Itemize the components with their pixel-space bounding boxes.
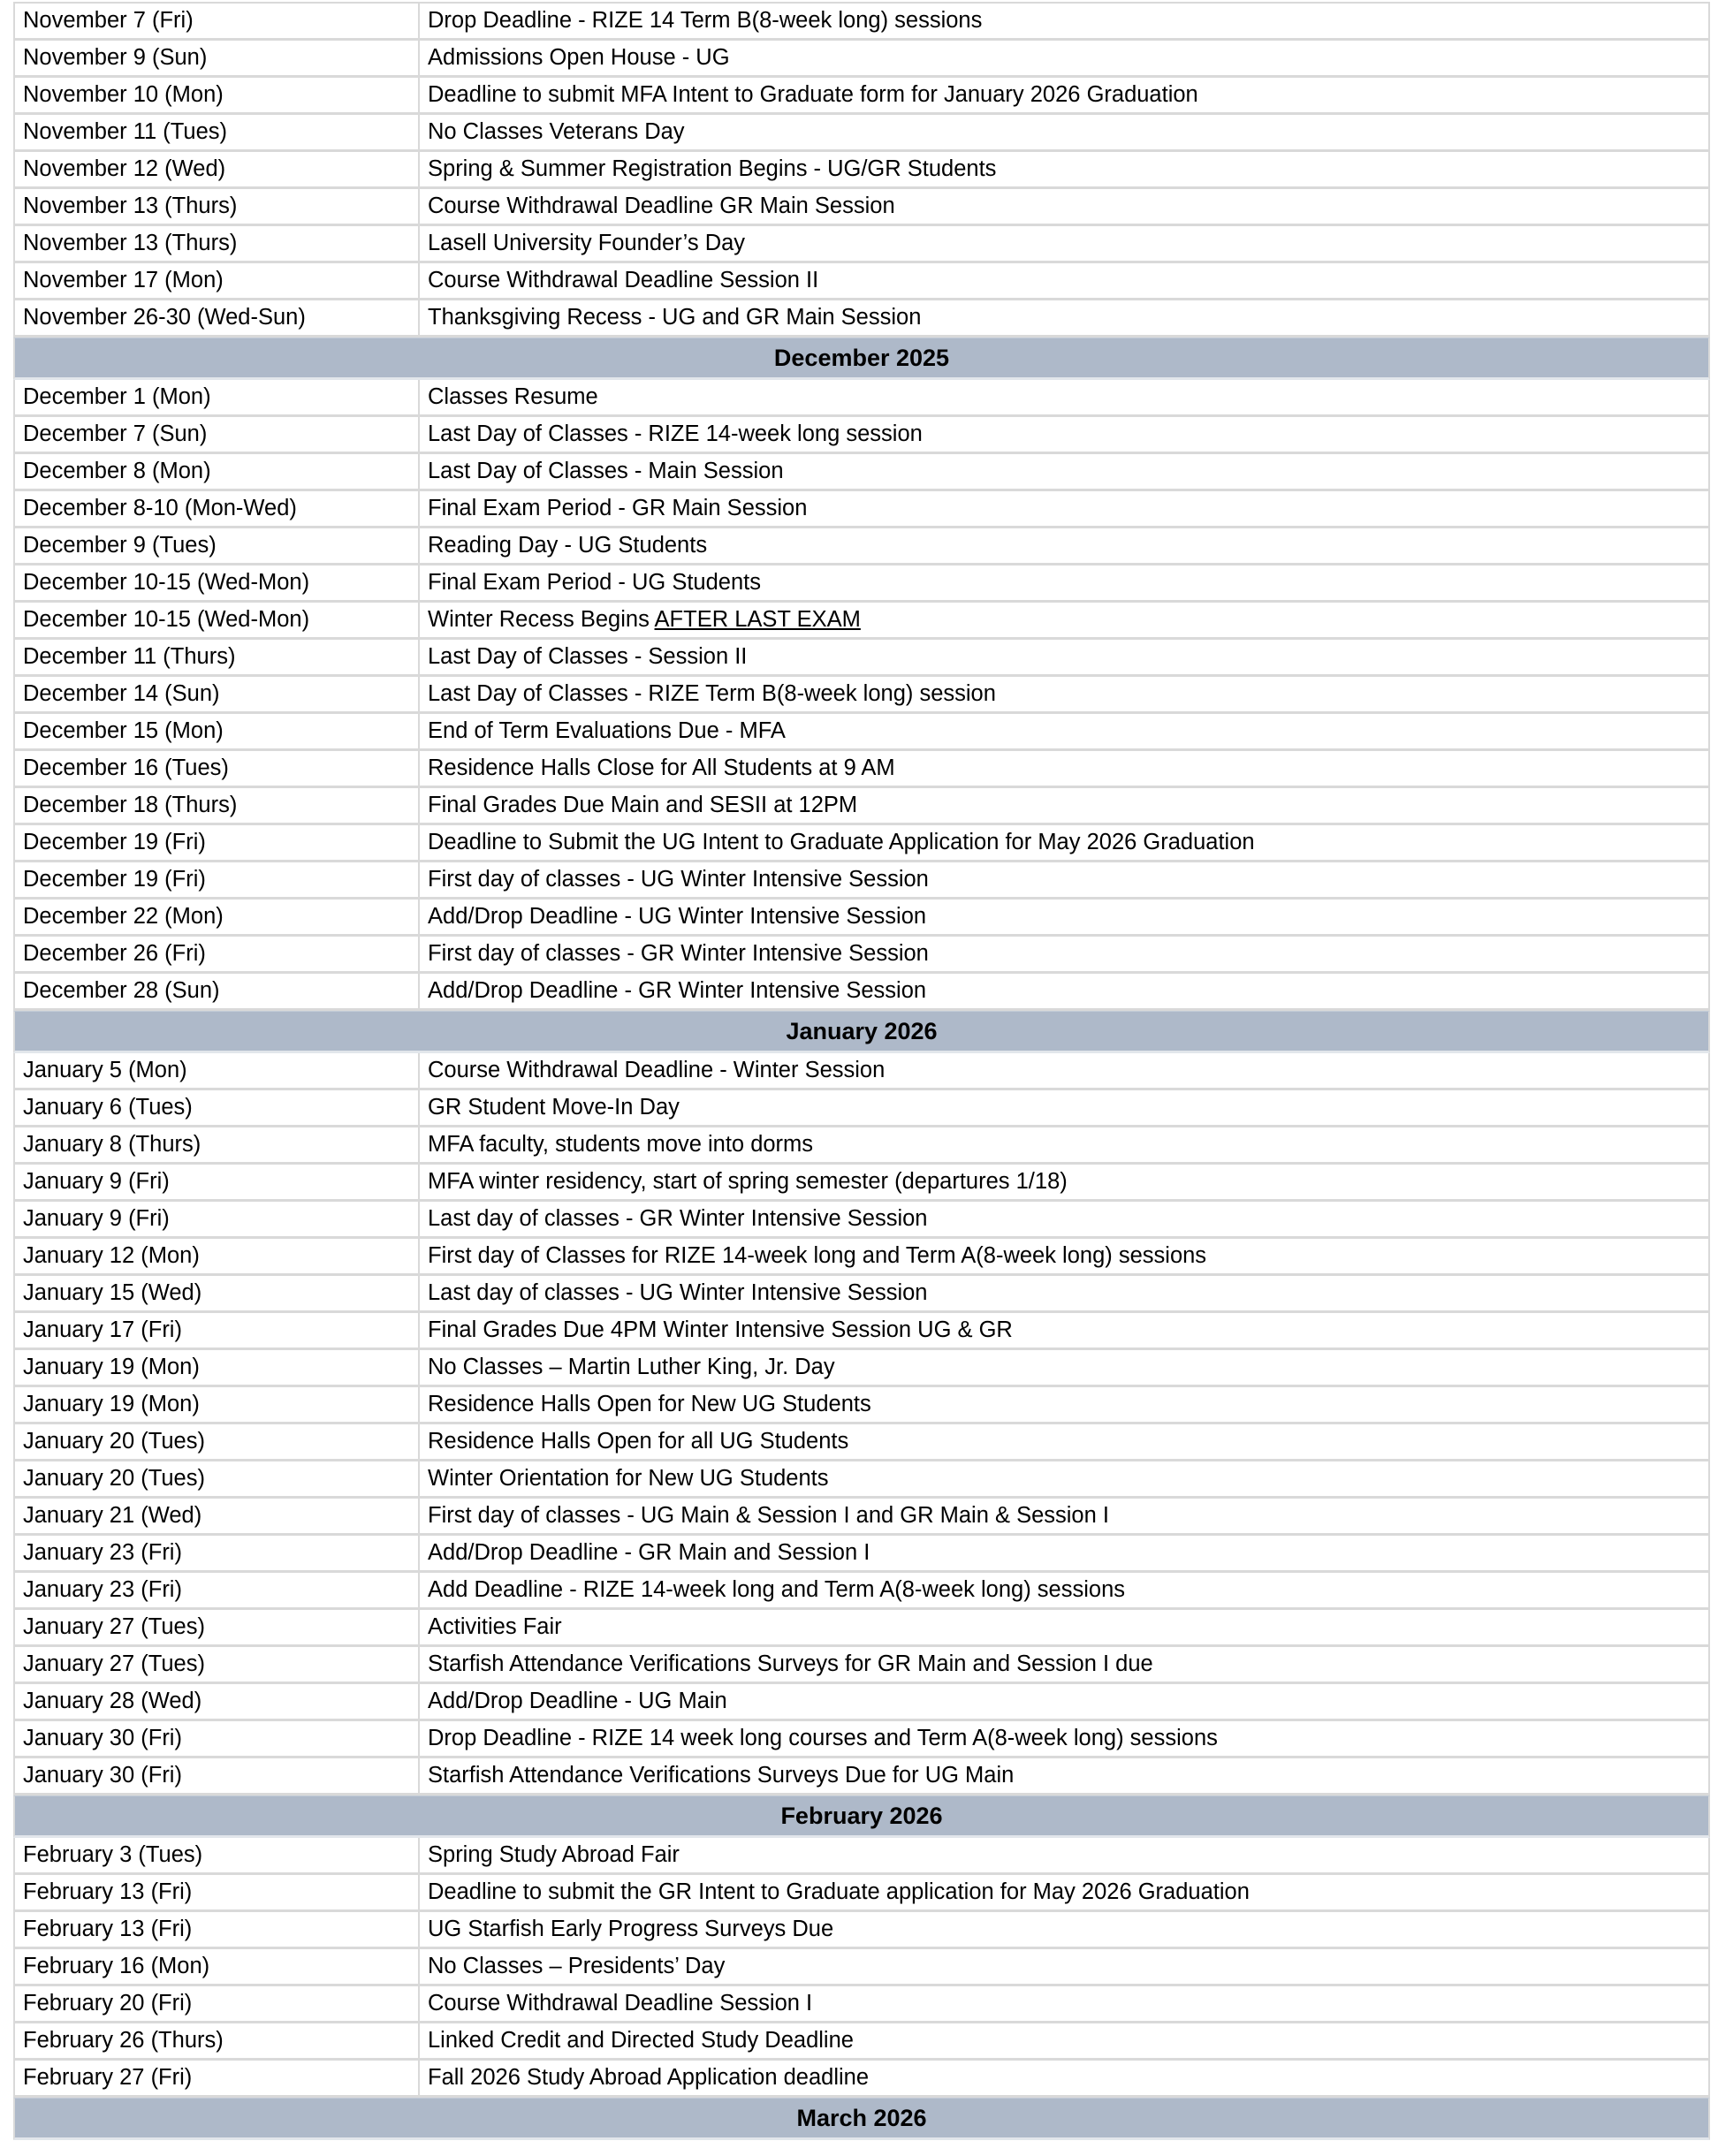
table-row: [13, 862, 1710, 900]
event-description-cell: Final Grades Due 4PM Winter Intensive Session UG & GR: [420, 1313, 1710, 1350]
table-row: [13, 937, 1710, 974]
event-date-cell: December 26 (Fri): [13, 937, 420, 974]
event-description-cell: Last day of classes - GR Winter Intensive Session: [420, 1202, 1710, 1239]
table-row: [13, 1276, 1710, 1313]
event-description-cell: First day of classes - UG Winter Intensive Session: [420, 862, 1710, 900]
month-header-row: [13, 1795, 1710, 1838]
event-date-cell: November 17 (Mon): [13, 263, 420, 300]
table-row: [13, 300, 1710, 338]
event-date-cell: November 10 (Mon): [13, 78, 420, 115]
event-description-cell: Add/Drop Deadline - UG Winter Intensive Session: [420, 900, 1710, 937]
event-description-cell: Final Grades Due Main and SESII at 12PM: [420, 788, 1710, 825]
table-row: [13, 825, 1710, 862]
table-row: [13, 1838, 1710, 1875]
event-description-cell: Residence Halls Open for New UG Students: [420, 1387, 1710, 1424]
event-description-cell: Last Day of Classes - Main Session: [420, 454, 1710, 491]
table-row: [13, 263, 1710, 300]
event-date-cell: December 11 (Thurs): [13, 640, 420, 677]
event-date-cell: December 1 (Mon): [13, 380, 420, 417]
table-row: [13, 1721, 1710, 1758]
event-description-cell: Course Withdrawal Deadline Session II: [420, 263, 1710, 300]
table-row: [13, 2, 1710, 41]
event-description-cell: Final Exam Period - GR Main Session: [420, 491, 1710, 528]
event-date-cell: November 7 (Fri): [13, 2, 420, 41]
month-header-label: March 2026: [13, 2098, 1710, 2140]
event-date-cell: January 30 (Fri): [13, 1721, 420, 1758]
event-description-cell: Course Withdrawal Deadline Session I: [420, 1986, 1710, 2023]
event-description-cell: No Classes – Presidents’ Day: [420, 1949, 1710, 1986]
event-date-cell: January 5 (Mon): [13, 1053, 420, 1090]
event-date-cell: November 26-30 (Wed-Sun): [13, 300, 420, 338]
event-date-cell: January 27 (Tues): [13, 1610, 420, 1647]
table-row: [13, 1350, 1710, 1387]
event-description-cell: No Classes – Martin Luther King, Jr. Day: [420, 1350, 1710, 1387]
event-description-cell: Last day of classes - UG Winter Intensive Session: [420, 1276, 1710, 1313]
event-date-cell: December 28 (Sun): [13, 974, 420, 1011]
table-row: [13, 1239, 1710, 1276]
event-date-cell: February 20 (Fri): [13, 1986, 420, 2023]
event-date-cell: January 20 (Tues): [13, 1424, 420, 1461]
event-date-cell: November 11 (Tues): [13, 115, 420, 152]
academic-calendar-table: [13, 2, 1710, 2140]
table-row: [13, 1499, 1710, 1536]
table-row: [13, 1684, 1710, 1721]
event-date-cell: November 13 (Thurs): [13, 189, 420, 226]
event-description-cell: Reading Day - UG Students: [420, 528, 1710, 566]
event-date-cell: January 21 (Wed): [13, 1499, 420, 1536]
month-header-row: [13, 1011, 1710, 1053]
month-header-row: [13, 2098, 1710, 2140]
event-description-cell: Deadline to submit the GR Intent to Graduate application for May 2026 Graduation: [420, 1875, 1710, 1912]
event-date-cell: January 15 (Wed): [13, 1276, 420, 1313]
event-date-cell: January 19 (Mon): [13, 1350, 420, 1387]
event-date-cell: December 8-10 (Mon-Wed): [13, 491, 420, 528]
event-description-cell: Deadline to Submit the UG Intent to Graduate Application for May 2026 Graduation: [420, 825, 1710, 862]
event-description-cell: First day of classes - UG Main & Session I and GR Main & Session I: [420, 1499, 1710, 1536]
table-row: [13, 2023, 1710, 2061]
table-row: [13, 1387, 1710, 1424]
event-description-cell: Deadline to submit MFA Intent to Graduate form for January 2026 Graduation: [420, 78, 1710, 115]
table-row: [13, 677, 1710, 714]
event-date-cell: January 27 (Tues): [13, 1647, 420, 1684]
event-date-cell: February 13 (Fri): [13, 1912, 420, 1949]
table-row: [13, 528, 1710, 566]
table-row: [13, 189, 1710, 226]
event-description-cell: [420, 603, 1710, 640]
event-date-cell: February 16 (Mon): [13, 1949, 420, 1986]
event-description-emphasis: AFTER LAST EXAM: [654, 607, 861, 632]
table-row: [13, 1912, 1710, 1949]
event-description-cell: Lasell University Founder’s Day: [420, 226, 1710, 263]
event-description-cell: Course Withdrawal Deadline GR Main Session: [420, 189, 1710, 226]
table-row: [13, 78, 1710, 115]
event-description-cell: Final Exam Period - UG Students: [420, 566, 1710, 603]
event-description-cell: First day of Classes for RIZE 14-week long and Term A(8-week long) sessions: [420, 1239, 1710, 1276]
event-date-cell: December 10-15 (Wed-Mon): [13, 603, 420, 640]
table-row: [13, 1647, 1710, 1684]
table-row: [13, 1875, 1710, 1912]
table-row: [13, 115, 1710, 152]
event-date-cell: December 9 (Tues): [13, 528, 420, 566]
table-row: [13, 788, 1710, 825]
event-description-cell: Last Day of Classes - RIZE 14-week long session: [420, 417, 1710, 454]
event-description-cell: MFA faculty, students move into dorms: [420, 1127, 1710, 1165]
table-row: [13, 1986, 1710, 2023]
event-date-cell: January 12 (Mon): [13, 1239, 420, 1276]
table-row: [13, 1424, 1710, 1461]
table-row: [13, 1313, 1710, 1350]
event-date-cell: December 19 (Fri): [13, 862, 420, 900]
event-date-cell: December 19 (Fri): [13, 825, 420, 862]
event-description-cell: Winter Orientation for New UG Students: [420, 1461, 1710, 1499]
event-description-cell: GR Student Move-In Day: [420, 1090, 1710, 1127]
event-description-cell: Add/Drop Deadline - GR Winter Intensive Session: [420, 974, 1710, 1011]
event-date-cell: December 7 (Sun): [13, 417, 420, 454]
event-date-cell: December 10-15 (Wed-Mon): [13, 566, 420, 603]
event-date-cell: January 20 (Tues): [13, 1461, 420, 1499]
event-description-cell: Thanksgiving Recess - UG and GR Main Session: [420, 300, 1710, 338]
event-description-cell: Add Deadline - RIZE 14-week long and Term A(8-week long) sessions: [420, 1573, 1710, 1610]
table-row: [13, 1949, 1710, 1986]
table-row: [13, 1573, 1710, 1610]
table-row: [13, 751, 1710, 788]
event-description-cell: Spring & Summer Registration Begins - UG/GR Students: [420, 152, 1710, 189]
table-row: [13, 152, 1710, 189]
table-row: [13, 1610, 1710, 1647]
event-description-cell: Starfish Attendance Verifications Surveys Due for UG Main: [420, 1758, 1710, 1795]
event-date-cell: February 27 (Fri): [13, 2061, 420, 2098]
event-description-cell: Classes Resume: [420, 380, 1710, 417]
event-date-cell: December 8 (Mon): [13, 454, 420, 491]
event-date-cell: January 23 (Fri): [13, 1536, 420, 1573]
event-date-cell: January 19 (Mon): [13, 1387, 420, 1424]
event-date-cell: December 15 (Mon): [13, 714, 420, 751]
table-row: [13, 900, 1710, 937]
event-date-cell: January 9 (Fri): [13, 1202, 420, 1239]
table-row: [13, 1127, 1710, 1165]
event-date-cell: November 12 (Wed): [13, 152, 420, 189]
event-date-cell: January 6 (Tues): [13, 1090, 420, 1127]
table-row: [13, 1758, 1710, 1795]
event-date-cell: November 13 (Thurs): [13, 226, 420, 263]
event-description-cell: Admissions Open House - UG: [420, 41, 1710, 78]
month-header-label: January 2026: [13, 1011, 1710, 1053]
event-date-cell: December 14 (Sun): [13, 677, 420, 714]
month-header-label: December 2025: [13, 338, 1710, 380]
table-row: [13, 380, 1710, 417]
table-row: [13, 226, 1710, 263]
event-date-cell: January 17 (Fri): [13, 1313, 420, 1350]
event-description-cell: Linked Credit and Directed Study Deadline: [420, 2023, 1710, 2061]
table-row: [13, 1090, 1710, 1127]
table-row: [13, 1461, 1710, 1499]
table-row: [13, 603, 1710, 640]
event-description-cell: Last Day of Classes - RIZE Term B(8-week long) session: [420, 677, 1710, 714]
event-description-cell: No Classes Veterans Day: [420, 115, 1710, 152]
event-description-cell: Add/Drop Deadline - GR Main and Session I: [420, 1536, 1710, 1573]
event-date-cell: January 8 (Thurs): [13, 1127, 420, 1165]
month-header-row: [13, 338, 1710, 380]
event-description-cell: Residence Halls Open for all UG Students: [420, 1424, 1710, 1461]
table-row: [13, 1202, 1710, 1239]
event-date-cell: January 23 (Fri): [13, 1573, 420, 1610]
event-date-cell: February 26 (Thurs): [13, 2023, 420, 2061]
event-description-cell: UG Starfish Early Progress Surveys Due: [420, 1912, 1710, 1949]
table-row: [13, 714, 1710, 751]
event-description-cell: Add/Drop Deadline - UG Main: [420, 1684, 1710, 1721]
table-row: [13, 491, 1710, 528]
calendar-body: [13, 2, 1710, 2140]
event-description-cell: MFA winter residency, start of spring semester (departures 1/18): [420, 1165, 1710, 1202]
event-date-cell: December 22 (Mon): [13, 900, 420, 937]
table-row: [13, 2061, 1710, 2098]
table-row: [13, 41, 1710, 78]
table-row: [13, 640, 1710, 677]
table-row: [13, 417, 1710, 454]
event-date-cell: November 9 (Sun): [13, 41, 420, 78]
table-row: [13, 974, 1710, 1011]
table-row: [13, 1536, 1710, 1573]
event-description-cell: Residence Halls Close for All Students at 9 AM: [420, 751, 1710, 788]
event-description-cell: End of Term Evaluations Due - MFA: [420, 714, 1710, 751]
event-description-cell: Spring Study Abroad Fair: [420, 1838, 1710, 1875]
event-date-cell: December 18 (Thurs): [13, 788, 420, 825]
event-date-cell: January 28 (Wed): [13, 1684, 420, 1721]
event-description-cell: Course Withdrawal Deadline - Winter Session: [420, 1053, 1710, 1090]
event-date-cell: January 30 (Fri): [13, 1758, 420, 1795]
event-date-cell: February 3 (Tues): [13, 1838, 420, 1875]
month-header-label: February 2026: [13, 1795, 1710, 1838]
table-row: [13, 454, 1710, 491]
event-description-text: Winter Recess Begins: [428, 607, 655, 632]
table-row: [13, 1165, 1710, 1202]
table-row: [13, 1053, 1710, 1090]
event-description-cell: Activities Fair: [420, 1610, 1710, 1647]
event-date-cell: February 13 (Fri): [13, 1875, 420, 1912]
event-description-cell: Fall 2026 Study Abroad Application deadline: [420, 2061, 1710, 2098]
event-description-cell: Drop Deadline - RIZE 14 Term B(8-week long) sessions: [420, 2, 1710, 41]
event-date-cell: December 16 (Tues): [13, 751, 420, 788]
table-row: [13, 566, 1710, 603]
event-description-cell: Drop Deadline - RIZE 14 week long courses and Term A(8-week long) sessions: [420, 1721, 1710, 1758]
event-description-cell: Starfish Attendance Verifications Surveys for GR Main and Session I due: [420, 1647, 1710, 1684]
event-date-cell: January 9 (Fri): [13, 1165, 420, 1202]
event-description-cell: Last Day of Classes - Session II: [420, 640, 1710, 677]
event-description-cell: First day of classes - GR Winter Intensive Session: [420, 937, 1710, 974]
